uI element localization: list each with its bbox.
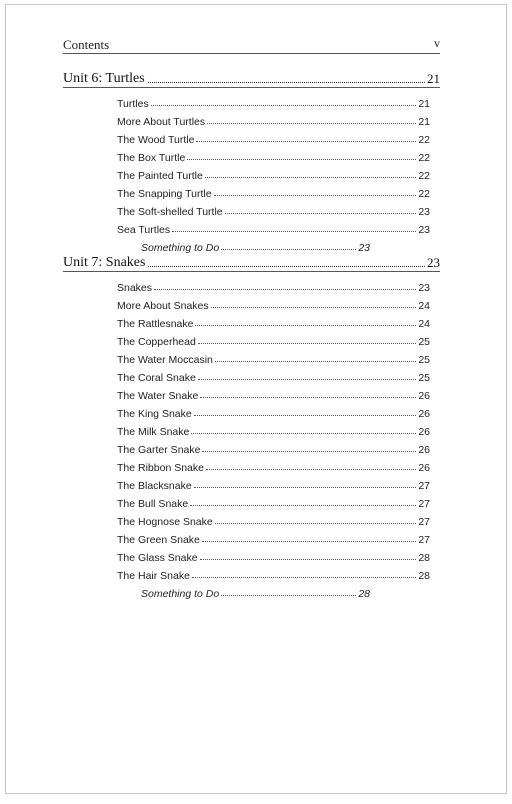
entry-label: The Milk Snake (117, 426, 190, 438)
dot-leader (148, 82, 425, 83)
dot-leader (187, 159, 416, 160)
entry-label: Snakes (117, 282, 153, 294)
entry-label: The Painted Turtle (117, 170, 203, 182)
unit-page: 21 (427, 71, 440, 86)
toc-entry (117, 456, 430, 474)
toc-entry (117, 510, 430, 528)
toc-entry (117, 348, 430, 366)
toc-entry (117, 146, 430, 164)
dot-leader (206, 469, 416, 470)
toc-entry (117, 92, 430, 110)
entry-page: 28 (418, 552, 430, 564)
entry-list (63, 276, 440, 600)
book-page (5, 4, 507, 794)
toc-entry (117, 420, 430, 438)
dot-leader (214, 195, 417, 196)
entry-page: 26 (418, 408, 430, 420)
unit-heading (63, 253, 440, 271)
dot-leader (154, 289, 416, 290)
toc-entry (117, 438, 430, 456)
entry-label: The Wood Turtle (117, 134, 195, 146)
dot-leader (200, 559, 417, 560)
dot-leader (191, 433, 416, 434)
entry-page: 21 (418, 98, 430, 110)
entry-label: The King Snake (117, 408, 192, 420)
toc-entry (117, 528, 430, 546)
toc-entry (117, 182, 430, 200)
dot-leader (202, 541, 416, 542)
toc-entry (117, 200, 430, 218)
running-header (63, 35, 440, 54)
toc-entry (117, 366, 430, 384)
toc-entry (117, 330, 430, 348)
toc-entry (117, 164, 430, 182)
dot-leader (194, 415, 417, 416)
entry-label: The Garter Snake (117, 444, 201, 456)
toc-entry (117, 546, 430, 564)
page-title: Contents (63, 37, 110, 52)
toc-entry (117, 276, 430, 294)
entry-page: 23 (418, 206, 430, 218)
entry-label: The Box Turtle (117, 152, 186, 164)
toc-entry (117, 312, 430, 330)
unit-rule (63, 271, 440, 272)
entry-label: The Glass Snake (117, 552, 198, 564)
unit-page: 23 (427, 255, 440, 270)
activity-label: Something to Do (141, 588, 220, 600)
dot-leader (225, 213, 417, 214)
entry-page: 28 (418, 570, 430, 582)
toc-entry (117, 384, 430, 402)
page-number: v (434, 36, 440, 50)
entry-label: The Hognose Snake (117, 516, 213, 528)
unit-heading (63, 69, 440, 87)
entry-page: 25 (418, 354, 430, 366)
entry-list (63, 92, 440, 254)
dot-leader (211, 307, 417, 308)
dot-leader (221, 595, 356, 596)
dot-leader (205, 177, 417, 178)
dot-leader (200, 397, 416, 398)
entry-label: The Green Snake (117, 534, 200, 546)
dot-leader (172, 231, 416, 232)
activity-page: 23 (358, 242, 370, 254)
entry-label: Sea Turtles (117, 224, 171, 236)
dot-leader (198, 343, 417, 344)
activity-entry (117, 236, 430, 254)
entry-page: 24 (418, 300, 430, 312)
entry-label: The Copperhead (117, 336, 196, 348)
entry-page: 21 (418, 116, 430, 128)
entry-label: The Hair Snake (117, 570, 190, 582)
dot-leader (202, 451, 416, 452)
entry-label: The Soft-shelled Turtle (117, 206, 223, 218)
dot-leader (148, 266, 425, 267)
toc-entry (117, 110, 430, 128)
toc-entry (117, 402, 430, 420)
entry-page: 27 (418, 516, 430, 528)
entry-page: 23 (418, 282, 430, 294)
entry-page: 25 (418, 372, 430, 384)
dot-leader (196, 141, 416, 142)
dot-leader (194, 487, 417, 488)
dot-leader (198, 379, 417, 380)
entry-page: 22 (418, 134, 430, 146)
toc-entry (117, 564, 430, 582)
unit-title: Unit 7: Snakes (63, 255, 146, 270)
entry-label: Turtles (117, 98, 149, 110)
toc-entry (117, 474, 430, 492)
entry-page: 26 (418, 390, 430, 402)
entry-label: The Water Moccasin (117, 354, 213, 366)
dot-leader (215, 361, 416, 362)
toc-entry (117, 218, 430, 236)
entry-page: 22 (418, 188, 430, 200)
entry-page: 26 (418, 426, 430, 438)
entry-label: The Snapping Turtle (117, 188, 212, 200)
dot-leader (195, 325, 416, 326)
dot-leader (192, 577, 416, 578)
toc-entry (117, 294, 430, 312)
dot-leader (151, 105, 417, 106)
toc-entry (117, 492, 430, 510)
entry-page: 26 (418, 444, 430, 456)
entry-label: The Blacksnake (117, 480, 192, 492)
unit-section-snakes (63, 253, 440, 600)
entry-page: 25 (418, 336, 430, 348)
entry-label: The Bull Snake (117, 498, 189, 510)
dot-leader (221, 249, 356, 250)
activity-page: 28 (358, 588, 370, 600)
dot-leader (190, 505, 416, 506)
entry-label: The Rattlesnake (117, 318, 194, 330)
activity-label: Something to Do (141, 242, 220, 254)
toc-entry (117, 128, 430, 146)
dot-leader (215, 523, 417, 524)
entry-page: 23 (418, 224, 430, 236)
dot-leader (207, 123, 416, 124)
entry-page: 22 (418, 170, 430, 182)
entry-page: 27 (418, 498, 430, 510)
entry-page: 26 (418, 462, 430, 474)
entry-label: More About Turtles (117, 116, 206, 128)
entry-page: 27 (418, 480, 430, 492)
entry-label: The Water Snake (117, 390, 199, 402)
entry-page: 22 (418, 152, 430, 164)
entry-label: The Coral Snake (117, 372, 196, 384)
entry-label: More About Snakes (117, 300, 209, 312)
activity-entry (117, 582, 430, 600)
unit-rule (63, 87, 440, 88)
entry-page: 24 (418, 318, 430, 330)
entry-page: 27 (418, 534, 430, 546)
unit-section-turtles (63, 69, 440, 254)
entry-label: The Ribbon Snake (117, 462, 204, 474)
unit-title: Unit 6: Turtles (63, 71, 145, 86)
